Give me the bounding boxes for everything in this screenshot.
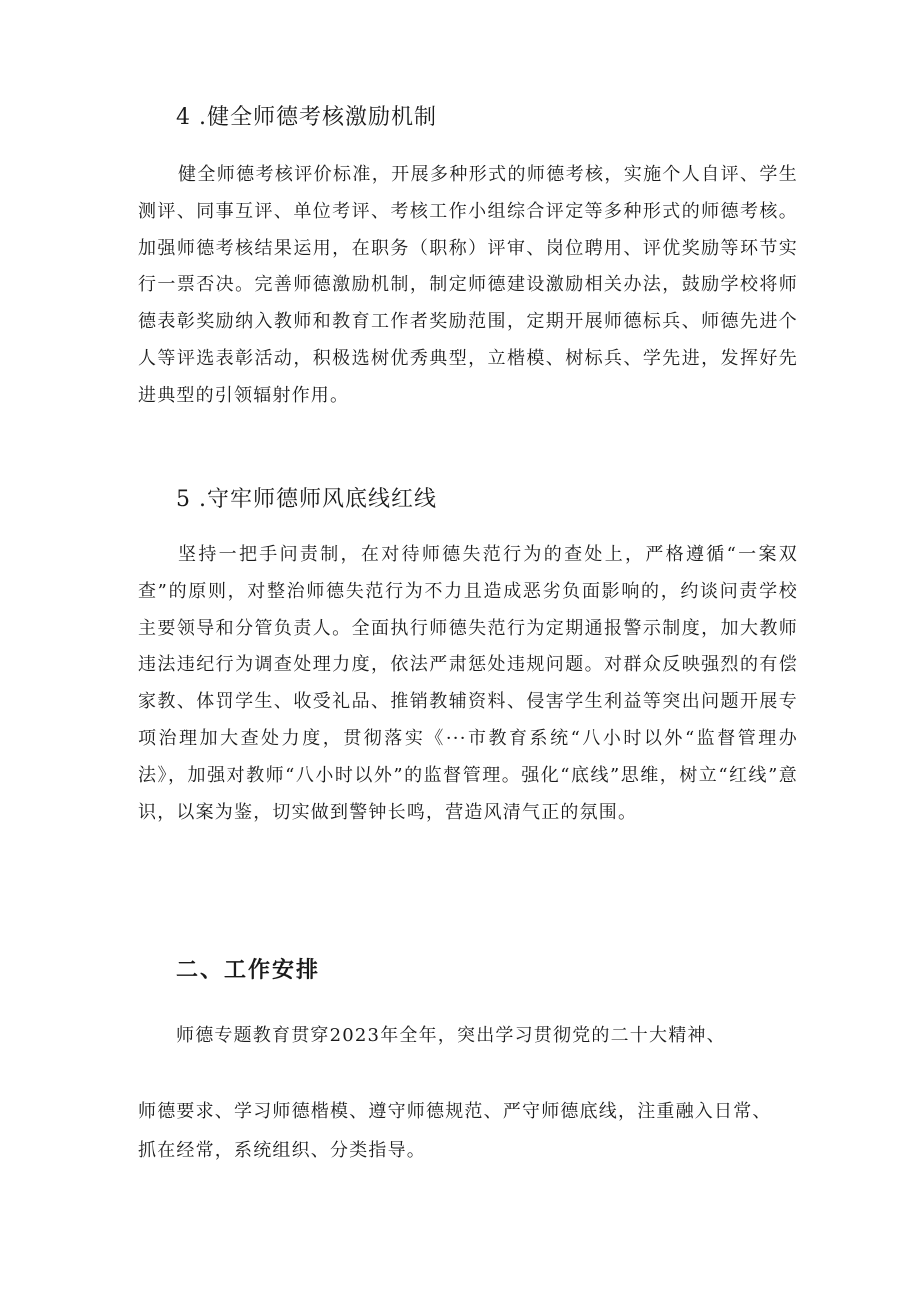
section-two-heading: 二、工作安排 bbox=[176, 958, 321, 983]
section-4-heading: 4 .健全师德考核激励机制 bbox=[176, 105, 437, 130]
work-arrangement-line-1: 师德专题教育贯穿2023年全年，突出学习贯彻党的二十大精神、 bbox=[176, 1025, 726, 1046]
section-4-paragraph: 健全师德考核评价标准，开展多种形式的师德考核，实施个人自评、学生测评、同事互评、单位考评、考核工作小组综合评定等多种形式的师德考核。加强师德考核结果运用，在职务（职称）评审、岗位聘用、评优奖励等环节实行一票否决。完善师德激励机制，制定师德建设激励相关办法，鼓励学校将师德表彰奖励纳入教师和教育工作者奖励范围，定期开展师德标兵、师德先进个人等评选表彰活动，积极选树优秀典型，立楷模、树标兵、学先进，发挥好先进典型的引领辐射作用。 bbox=[138, 164, 798, 406]
section-5-paragraph: 坚持一把手问责制，在对待师德失范行为的查处上，严格遵循“一案双查”的原则，对整治师德失范行为不力且造成恶劣负面影响的，约谈问责学校主要领导和分管负责人。全面执行师德失范行为定期通报警示制度，加大教师违法违纪行为调查处理力度，依法严肃惩处违规问题。对群众反映强烈的有偿家教、体罚学生、收受礼品、推销教辅资料、侵害学生利益等突出问题开展专项治理加大查处力度，贯彻落实《···市教育系统“八小时以外“监督管理办法》，加强对教师“八小时以外”的监督管理。强化“底线”思维，树立“红线”意识，以案为鉴，切实做到警钟长鸣，营造风清气正的氛围。 bbox=[138, 544, 798, 823]
work-arrangement-line-2: 师德要求、学习师德楷模、遵守师德规范、严守师德底线，注重融入日常、 bbox=[138, 1101, 772, 1122]
work-arrangement-line-3: 抓在经常，系统组织、分类指导。 bbox=[138, 1140, 426, 1161]
section-5-heading: 5 .守牢师德师风底线红线 bbox=[176, 487, 437, 512]
